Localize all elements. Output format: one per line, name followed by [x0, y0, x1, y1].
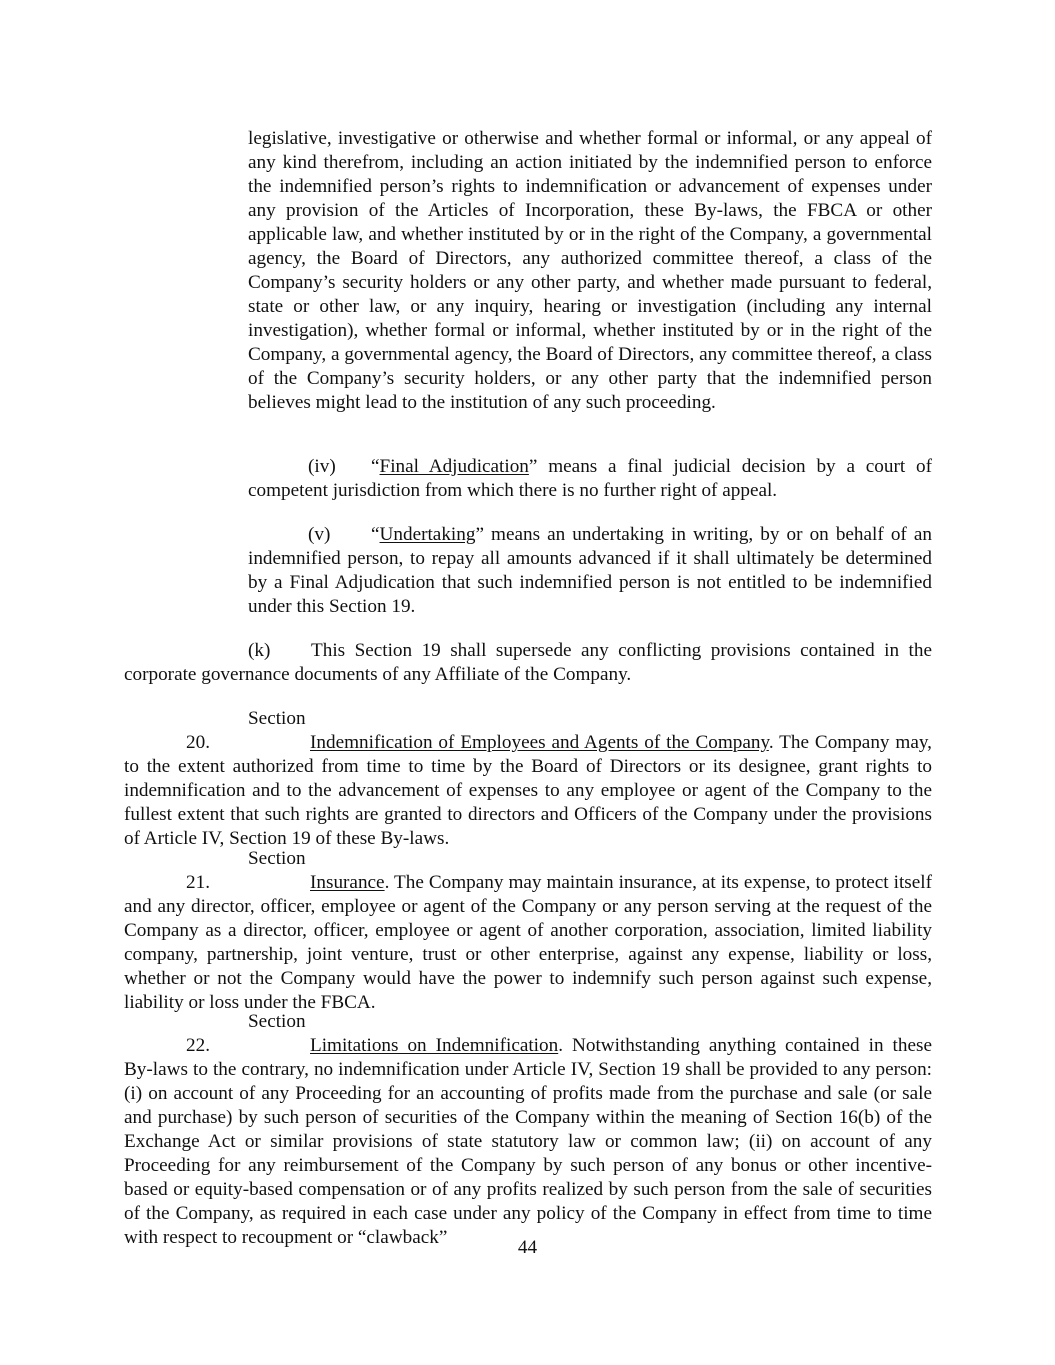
section-number: Section 22. — [186, 1011, 306, 1056]
defined-term: Undertaking — [379, 524, 476, 545]
definition-undertaking — [248, 523, 932, 619]
section-text: . The Company may maintain insurance, at its expense, to protect itself and any director, officer, employee or agent of the Company or any person serving at the request of the Company as a director, officer, employee or agent of another corporation, association, limited liability company, partnership, joint venture, trust or other enterprise, against any expense, liability or loss, whether or not the Company would have the power to indemnify such person against such expense, liability or loss under the FBCA. — [124, 872, 932, 1013]
section-heading: Limitations on Indemnification — [310, 1035, 559, 1056]
clause-k — [124, 639, 932, 687]
clause-text: ” means an undertaking in writing, by or on behalf of an indemnified person, to repay all amounts advanced if it shall ultimately be determined by a Final Adjudication that such indemnified person is not entitled to be indemnified under this Section 19. — [248, 524, 932, 617]
clause-text: ” means a final judicial decision by a court of competent jurisdiction from which there is no further right of appeal. — [248, 456, 932, 501]
clause-number: (iv) — [308, 456, 336, 477]
open-quote: “ — [371, 524, 380, 545]
section-text: . Notwithstanding anything contained in these By-laws to the contrary, no indemnification under Article IV, Section 19 shall be provided to any person: (i) on account of any Proceeding for an accounting of profits made from the purchase and sale (or sale and purchase) by such person of securities of the Company within the meaning of Section 16(b) of the Exchange Act or similar provisions of state statutory law or common law; (ii) on account of any Proceeding for any reimbursement of the Company by such person of any bonus or other incentive-based or equity-based compensation or of any profits realized by such person from the sale of securities of the Company, as required in each case under any policy of the Company in effect from time to time with respect to recoupment or “clawback” — [124, 1035, 932, 1248]
clause-number: (k) — [248, 640, 271, 661]
section-21 — [124, 847, 932, 1015]
clause-text: This Section 19 shall supersede any conflicting provisions contained in the corporate governance documents of any Affiliate of the Company. — [124, 640, 932, 685]
section-heading: Indemnification of Employees and Agents of the Company — [310, 732, 769, 753]
definition-final-adjudication — [248, 455, 932, 503]
clause-number: (v) — [308, 524, 331, 545]
continuation-paragraph: legislative, investigative or otherwise and whether formal or informal, or any appeal of any kind therefrom, including an action initiated by the indemnified person to enforce the indemnified person’s rights to indemnification or advancement of expenses under any provision of the Articles of Incorporation, these By-laws, the FBCA or other applicable law, and whether instituted by or in the right of the Company, a governmental agency, the Board of Directors, any authorized committee thereof, a class of the Company’s security holders or any other party, and whether made pursuant to federal, state or other law, or any inquiry, hearing or investigation (including any internal investigation), whether formal or informal, whether instituted by or in the right of the Company, a governmental agency, the Board of Directors, any committee thereof, a class of the Company’s security holders, or any other party that the indemnified person believes might lead to the institution of any such proceeding. — [248, 128, 932, 413]
open-quote: “ — [371, 456, 380, 477]
section-22 — [124, 1010, 932, 1250]
section-20 — [124, 707, 932, 851]
section-text: . The Company may, to the extent authorized from time to time by the Board of Directors or its designee, grant rights to indemnification and to the advancement of expenses to any employee or agent of the Company to the fullest extent that such rights are granted to directors and Officers of the Company under the provisions of Article IV, Section 19 of these By-laws. — [124, 732, 932, 849]
section-heading: Insurance — [310, 872, 385, 893]
section-number: Section 20. — [186, 708, 306, 753]
defined-term: Final Adjudication — [379, 456, 529, 477]
page-number: 44 — [517, 1237, 538, 1258]
section-number: Section 21. — [186, 848, 306, 893]
